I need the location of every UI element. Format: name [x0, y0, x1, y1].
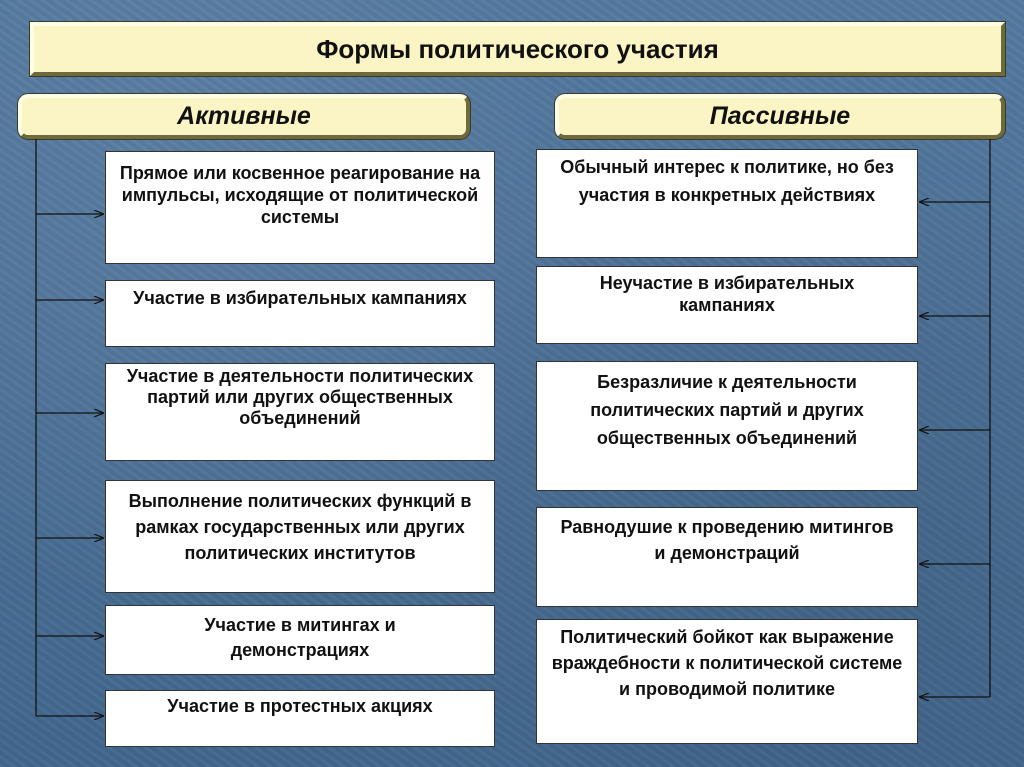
- passive-heading: Пассивные: [709, 102, 851, 130]
- active-item-4: Выполнение политических функций в рамках государственных или других политических институтов: [105, 480, 495, 593]
- passive-item-2: Неучастие в избирательных кампаниях: [536, 266, 918, 344]
- active-heading: Активные: [177, 102, 311, 130]
- active-item-3: Участие в деятельности политических партий или других общественных объединений: [105, 363, 495, 461]
- active-item-2: Участие в избирательных кампаниях: [105, 280, 495, 347]
- passive-item-3: Безразличие к деятельности политических партий и других общественных объединений: [536, 361, 918, 491]
- active-item-6: Участие в протестных акциях: [105, 690, 495, 747]
- passive-item-5: Политический бойкот как выражение враждебности к политической системе и проводимой политике: [536, 619, 918, 744]
- passive-item-4: Равнодушие к проведению митингов и демонстраций: [536, 507, 918, 607]
- active-item-1: Прямое или косвенное реагирование на импульсы, исходящие от политической системы: [105, 151, 495, 264]
- passive-item-1: Обычный интерес к политике, но без участия в конкретных действиях: [536, 149, 918, 258]
- active-item-5: Участие в митингах и демонстрациях: [105, 605, 495, 675]
- diagram-title: Формы политического участия: [316, 33, 719, 64]
